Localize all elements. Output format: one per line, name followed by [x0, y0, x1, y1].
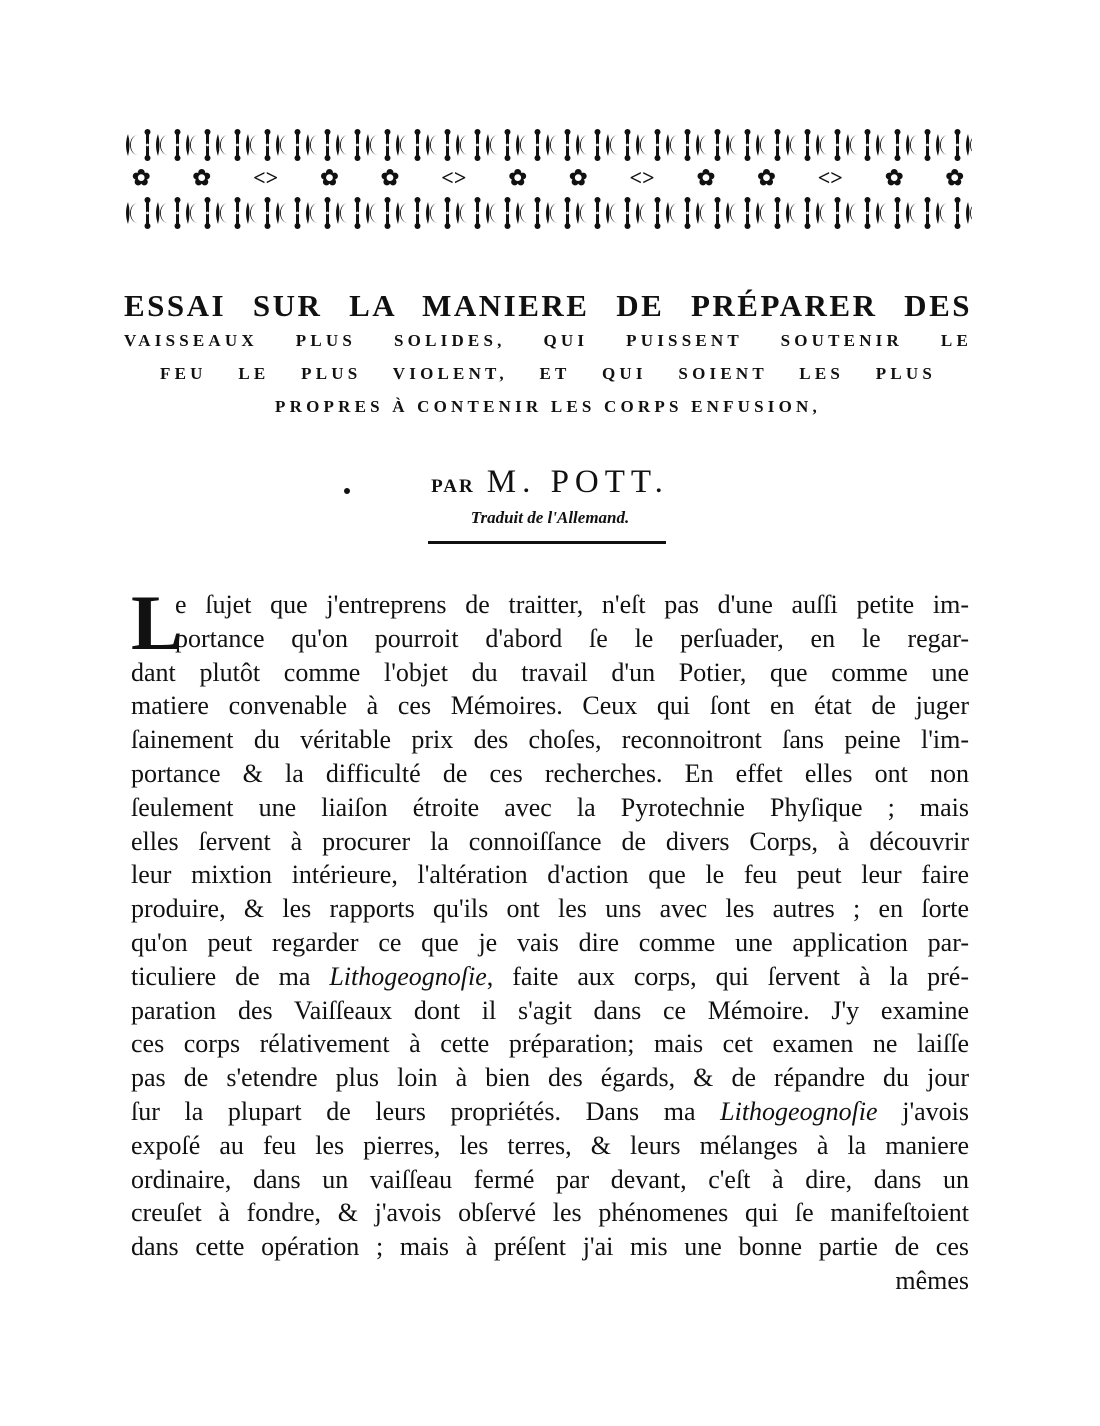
title-line-1: ESSAI SUR LA MANIERE DE PRÉPARER DES [124, 288, 972, 323]
text-line: dans cette opération ; mais à préſent j'ai mis une bonne partie de ces [131, 1232, 969, 1262]
flower-ornament-icon: ✿ [508, 165, 527, 190]
text-line: produire, & les rapports qu'ils ont les uns avec les autres ; en ſorte [131, 894, 969, 924]
flower-ornament-icon: ✿ [569, 165, 588, 190]
text-line [131, 1095, 969, 1129]
byline [0, 462, 1100, 507]
text-line: ſainement du véritable prix des choſes, reconnoitront ſans peine l'im- [131, 725, 969, 755]
text-line: ordinaire, dans un vaiſſeau fermé par devant, c'eſt à dire, dans un [131, 1164, 969, 1194]
flower-ornament-icon: ✿ [757, 165, 776, 190]
title-line-2: VAISSEAUX PLUS SOLIDES, QUI PUISSENT SOUTENIR LE [124, 331, 972, 350]
text-line: portance & la difficulté de ces recherches. En effet elles ont non [131, 758, 969, 788]
flower-ornament-icon: ✿ [884, 165, 904, 190]
title-line-3: FEU LE PLUS VIOLENT, ET QUI SOIENT LES PLUS [160, 364, 936, 383]
title-block [124, 288, 972, 423]
divider-rule [428, 541, 666, 544]
byline-par: PAR [431, 476, 475, 497]
text-run: , faite aux corps, qui ſervent à la pré- [486, 961, 969, 991]
text-line: leur mixtion intérieure, l'altération d'action que le feu peut leur faire [131, 860, 969, 890]
diamond-ornament-icon: <> [253, 165, 279, 190]
text-line: pas de s'etendre plus loin à bien des égards, & de répandre du jour [131, 1063, 969, 1093]
text-run: ticuliere de ma [131, 961, 330, 991]
text-line: ſeulement une liaiſon étroite avec la Pyrotechnie Phyſique ; mais [131, 792, 969, 822]
ornament-row [124, 163, 972, 193]
flower-ornament-icon: ✿ [132, 165, 151, 190]
flower-ornament-icon: ✿ [380, 165, 400, 190]
diamond-ornament-icon: <> [629, 165, 655, 190]
text-line: matiere convenable à ces Mémoires. Ceux qui ſont en état de juger [131, 691, 969, 721]
body-text [131, 579, 970, 1298]
flower-ornament-icon: ✿ [320, 165, 339, 190]
text-run: j'avois [877, 1096, 970, 1126]
text-run: ſur la plupart de leurs propriétés. Dans ma [131, 1096, 721, 1126]
flower-ornament-icon: ✿ [696, 165, 716, 190]
diamond-ornament-icon: <> [441, 165, 467, 190]
catchword: mêmes [895, 1265, 969, 1295]
ornament-band-bottom [124, 196, 972, 230]
book-title: Lithogeognoſie [720, 1096, 878, 1126]
text-line: dant plutôt comme l'objet du travail d'un Potier, que comme une [131, 657, 969, 687]
title-line-4: PROPRES À CONTENIR LES CORPS ENFUSION, [275, 397, 821, 416]
text-line [131, 960, 969, 994]
ornament-band-top [124, 128, 972, 162]
flower-ornament-icon: ✿ [192, 165, 211, 190]
book-title: Lithogeognoſie [329, 961, 487, 991]
diamond-ornament-icon: <> [817, 165, 843, 190]
text-line: portance qu'on pourroit d'abord ſe le perſuader, en le regar- [175, 623, 969, 653]
text-line: elles ſervent à procurer la connoiſſance de divers Corps, à découvrir [131, 826, 969, 856]
flower-ornament-icon: ✿ [945, 165, 964, 190]
text-line: expoſé au feu les pierres, les terres, & leurs mélanges à la maniere [131, 1130, 969, 1160]
drop-cap: L [131, 579, 184, 666]
text-line: paration des Vaiſſeaux dont il s'agit dans ce Mémoire. J'y examine [131, 995, 969, 1025]
author-name: M. POTT. [486, 464, 669, 500]
text-line: e ſujet que j'entreprens de traitter, n'eſt pas d'une auſſi petite im- [175, 590, 969, 619]
text-line: ces corps rélativement à cette préparation; mais cet examen ne laiſſe [131, 1029, 969, 1059]
translation-note: Traduit de l'Allemand. [470, 508, 630, 527]
text-line: creuſet à fondre, & j'avois obſervé les phénomenes qui ſe manifeſtoient [131, 1198, 969, 1228]
text-line: qu'on peut regarder ce que je vais dire comme une application par- [131, 927, 969, 957]
